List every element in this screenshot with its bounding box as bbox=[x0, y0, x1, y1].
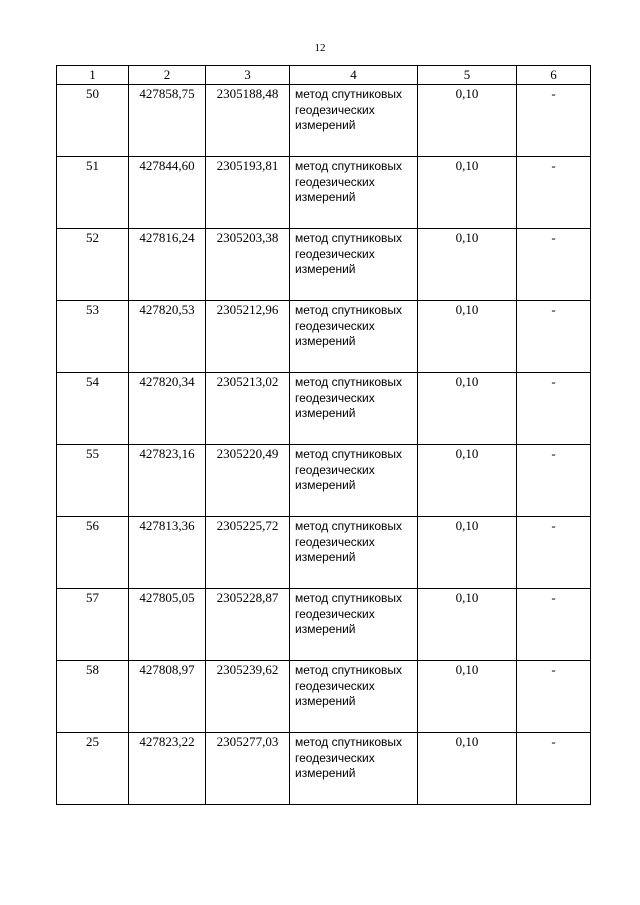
point-number-cell: 56 bbox=[57, 517, 129, 589]
accuracy-cell: 0,10 bbox=[418, 373, 517, 445]
table-row bbox=[57, 517, 591, 589]
point-number-cell: 50 bbox=[57, 85, 129, 157]
header-col-3: 3 bbox=[206, 66, 290, 85]
method-cell: метод спутниковых геодезических измерений bbox=[290, 589, 418, 661]
note-cell: - bbox=[517, 661, 591, 733]
table-row bbox=[57, 157, 591, 229]
note-cell: - bbox=[517, 373, 591, 445]
x-coordinate-cell: 427823,16 bbox=[129, 445, 206, 517]
point-number-cell: 53 bbox=[57, 301, 129, 373]
point-number-cell: 57 bbox=[57, 589, 129, 661]
table-row bbox=[57, 733, 591, 805]
x-coordinate-cell: 427805,05 bbox=[129, 589, 206, 661]
note-cell: - bbox=[517, 157, 591, 229]
method-cell: метод спутниковых геодезических измерений bbox=[290, 301, 418, 373]
note-cell: - bbox=[517, 445, 591, 517]
table-row bbox=[57, 301, 591, 373]
x-coordinate-cell: 427813,36 bbox=[129, 517, 206, 589]
method-cell: метод спутниковых геодезических измерений bbox=[290, 517, 418, 589]
page-number: 12 bbox=[314, 42, 326, 54]
x-coordinate-cell: 427858,75 bbox=[129, 85, 206, 157]
x-coordinate-cell: 427844,60 bbox=[129, 157, 206, 229]
note-cell: - bbox=[517, 589, 591, 661]
x-coordinate-cell: 427816,24 bbox=[129, 229, 206, 301]
x-coordinate-cell: 427808,97 bbox=[129, 661, 206, 733]
x-coordinate-cell: 427823,22 bbox=[129, 733, 206, 805]
accuracy-cell: 0,10 bbox=[418, 661, 517, 733]
accuracy-cell: 0,10 bbox=[418, 229, 517, 301]
accuracy-cell: 0,10 bbox=[418, 733, 517, 805]
point-number-cell: 52 bbox=[57, 229, 129, 301]
accuracy-cell: 0,10 bbox=[418, 445, 517, 517]
y-coordinate-cell: 2305225,72 bbox=[206, 517, 290, 589]
point-number-cell: 54 bbox=[57, 373, 129, 445]
note-cell: - bbox=[517, 733, 591, 805]
table-header-row bbox=[57, 66, 591, 85]
y-coordinate-cell: 2305277,03 bbox=[206, 733, 290, 805]
header-col-2: 2 bbox=[129, 66, 206, 85]
y-coordinate-cell: 2305203,38 bbox=[206, 229, 290, 301]
point-number-cell: 51 bbox=[57, 157, 129, 229]
table-row bbox=[57, 589, 591, 661]
table-row bbox=[57, 445, 591, 517]
header-col-5: 5 bbox=[418, 66, 517, 85]
accuracy-cell: 0,10 bbox=[418, 301, 517, 373]
note-cell: - bbox=[517, 301, 591, 373]
x-coordinate-cell: 427820,34 bbox=[129, 373, 206, 445]
y-coordinate-cell: 2305193,81 bbox=[206, 157, 290, 229]
coordinates-table bbox=[56, 65, 591, 805]
y-coordinate-cell: 2305188,48 bbox=[206, 85, 290, 157]
table-row bbox=[57, 85, 591, 157]
x-coordinate-cell: 427820,53 bbox=[129, 301, 206, 373]
method-cell: метод спутниковых геодезических измерений bbox=[290, 85, 418, 157]
point-number-cell: 58 bbox=[57, 661, 129, 733]
y-coordinate-cell: 2305213,02 bbox=[206, 373, 290, 445]
method-cell: метод спутниковых геодезических измерений bbox=[290, 733, 418, 805]
accuracy-cell: 0,10 bbox=[418, 589, 517, 661]
point-number-cell: 55 bbox=[57, 445, 129, 517]
note-cell: - bbox=[517, 85, 591, 157]
note-cell: - bbox=[517, 229, 591, 301]
table-row bbox=[57, 229, 591, 301]
table-row bbox=[57, 373, 591, 445]
note-cell: - bbox=[517, 517, 591, 589]
method-cell: метод спутниковых геодезических измерений bbox=[290, 157, 418, 229]
y-coordinate-cell: 2305239,62 bbox=[206, 661, 290, 733]
point-number-cell: 25 bbox=[57, 733, 129, 805]
y-coordinate-cell: 2305212,96 bbox=[206, 301, 290, 373]
method-cell: метод спутниковых геодезических измерений bbox=[290, 445, 418, 517]
table-row bbox=[57, 661, 591, 733]
accuracy-cell: 0,10 bbox=[418, 157, 517, 229]
header-col-4: 4 bbox=[290, 66, 418, 85]
header-col-1: 1 bbox=[57, 66, 129, 85]
accuracy-cell: 0,10 bbox=[418, 517, 517, 589]
y-coordinate-cell: 2305228,87 bbox=[206, 589, 290, 661]
accuracy-cell: 0,10 bbox=[418, 85, 517, 157]
header-col-6: 6 bbox=[517, 66, 591, 85]
y-coordinate-cell: 2305220,49 bbox=[206, 445, 290, 517]
method-cell: метод спутниковых геодезических измерений bbox=[290, 661, 418, 733]
method-cell: метод спутниковых геодезических измерений bbox=[290, 373, 418, 445]
method-cell: метод спутниковых геодезических измерений bbox=[290, 229, 418, 301]
